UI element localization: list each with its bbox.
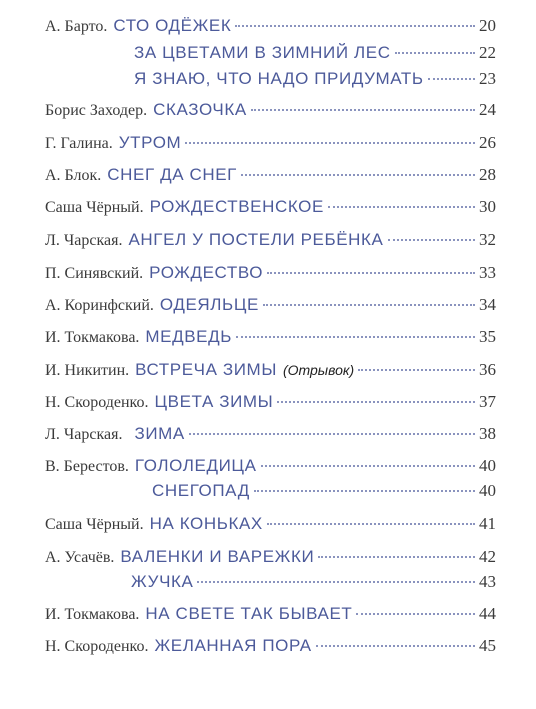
entry-title: ЦВЕТА ЗИМЫ [154,392,274,411]
entry-title: ЖЕЛАННАЯ ПОРА [154,636,312,655]
entry-title: ВАЛЕНКИ И ВАРЕЖКИ [120,547,315,566]
toc-entry [45,165,496,186]
entry-page: 34 [479,295,496,314]
entry-author: В. Берестов. [45,458,129,475]
toc-entry [131,572,496,592]
entry-author: Саша Чёрный. [45,199,144,216]
entry-page: 38 [479,424,496,443]
toc-entry [45,360,496,381]
entry-author: И. Токмакова. [45,606,140,623]
entry-title: ЖУЧКА [131,572,194,591]
entry-author: И. Токмакова. [45,329,140,346]
entry-page: 24 [479,100,496,119]
dot-leader [197,581,475,583]
entry-page: 33 [479,263,496,282]
dot-leader [263,304,475,306]
toc-entry [45,295,496,316]
entry-page: 44 [479,604,496,623]
entry-title: СТО ОДЁЖЕК [113,16,232,35]
toc-entry [152,481,496,501]
dot-leader [395,52,475,54]
entry-title: ЗИМА [134,424,185,443]
dot-leader [254,490,475,492]
entry-title: СКАЗОЧКА [153,100,247,119]
entry-title: Я ЗНАЮ, ЧТО НАДО ПРИДУМАТЬ [134,69,424,88]
entry-author: А. Усачёв. [45,549,115,566]
toc-entry [45,263,496,284]
toc-entry [45,133,496,154]
dot-leader [235,25,475,27]
dot-leader [241,174,475,176]
entry-page: 23 [479,69,496,88]
entry-note: (Отрывок) [282,362,355,378]
entry-author: Л. Чарская. [45,426,123,443]
dot-leader [316,645,475,647]
toc-entry [45,197,496,218]
toc-entry [134,43,496,63]
toc-entry [45,636,496,657]
entry-title: СНЕГОПАД [152,481,250,500]
dot-leader [358,369,475,371]
entry-page: 22 [479,43,496,62]
dot-leader [318,556,475,558]
toc-entry [45,456,496,477]
entry-author: Саша Чёрный. [45,516,144,533]
dot-leader [261,465,475,467]
dot-leader [185,142,475,144]
dot-leader [189,433,475,435]
dot-leader [328,206,475,208]
entry-title: АНГЕЛ У ПОСТЕЛИ РЕБЁНКА [128,230,384,249]
entry-title: ЗА ЦВЕТАМИ В ЗИМНИЙ ЛЕС [134,43,391,62]
toc-entry [45,392,496,413]
dot-leader [428,78,475,80]
entry-page: 28 [479,165,496,184]
dot-leader [388,239,476,241]
entry-author: А. Блок. [45,167,102,184]
dot-leader [356,613,475,615]
entry-title: МЕДВЕДЬ [145,327,232,346]
entry-page: 20 [479,16,496,35]
entry-author: А. Коринфский. [45,297,154,314]
entry-title: РОЖДЕСТВО [149,263,264,282]
dot-leader [236,336,475,338]
entry-author: Г. Галина. [45,135,113,152]
entry-title: НА КОНЬКАХ [149,514,263,533]
toc-entry [45,230,496,251]
toc-entry [45,327,496,348]
entry-page: 45 [479,636,496,655]
entry-title: РОЖДЕСТВЕНСКОЕ [149,197,324,216]
entry-page: 40 [479,481,496,500]
entry-title: ОДЕЯЛЬЦЕ [159,295,259,314]
entry-author: И. Никитин. [45,362,130,379]
entry-page: 42 [479,547,496,566]
entry-page: 43 [479,572,496,591]
toc-entry [134,69,496,89]
entry-page: 37 [479,392,496,411]
entry-author: Н. Скороденко. [45,638,149,655]
entry-page: 36 [479,360,496,379]
entry-page: 32 [479,230,496,249]
toc-entry [45,604,496,625]
entry-author: Л. Чарская. [45,232,123,249]
entry-page: 40 [479,456,496,475]
entry-page: 35 [479,327,496,346]
toc-entry [45,16,496,37]
entry-author: А. Барто. [45,18,108,35]
entry-title: ВСТРЕЧА ЗИМЫ [135,360,277,379]
entry-page: 30 [479,197,496,216]
dot-leader [267,272,475,274]
entry-title: НА СВЕТЕ ТАК БЫВАЕТ [145,604,353,623]
entry-title: СНЕГ ДА СНЕГ [107,165,237,184]
entry-author: Н. Скороденко. [45,394,149,411]
dot-leader [251,109,475,111]
dot-leader [277,401,475,403]
toc-entry [45,514,496,535]
entry-page: 26 [479,133,496,152]
toc-entry [45,424,496,445]
entry-author: Борис Заходер. [45,102,148,119]
toc-entry [45,547,496,568]
entry-title: УТРОМ [118,133,182,152]
entry-author: П. Синявский. [45,265,144,282]
entry-page: 41 [479,514,496,533]
toc-entry [45,100,496,121]
entry-title: ГОЛОЛЕДИЦА [134,456,257,475]
dot-leader [267,523,475,525]
